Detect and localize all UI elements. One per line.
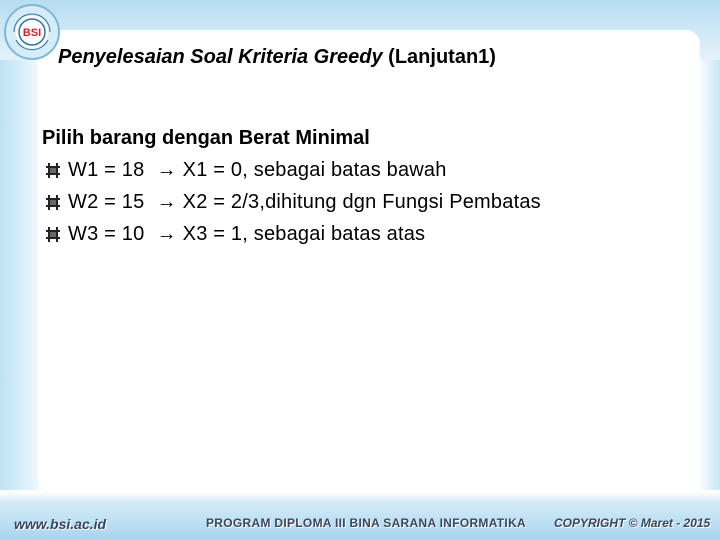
result-value: X2 = 2/3,dihitung dgn Fungsi Pembatas [182,191,541,213]
slide-title [58,46,496,69]
slide-content [42,122,682,250]
svg-text:BSI: BSI [22,27,42,39]
footer-copyright: COPYRIGHT © Maret - 2015 [554,516,711,530]
footer-program: PROGRAM DIPLOMA III BINA SARANA INFORMATIKA [206,516,526,530]
weight-value: W2 = 15 [68,191,145,213]
result-value: X3 = 1, sebagai batas atas [182,223,426,245]
title-italic: Penyelesaian Soal Kriteria Greedy [58,46,383,68]
title-suffix: (Lanjutan1) [388,46,496,68]
list-item [42,154,682,186]
list-item [42,186,682,218]
result-value: X1 = 0, sebagai batas bawah [182,159,447,181]
content-heading: Pilih barang dengan Berat Minimal [42,127,370,149]
list-item-text [68,186,541,218]
list-item [42,218,682,250]
footer [0,500,720,540]
bullet-icon [46,227,60,242]
arrow-right-icon: → [156,159,177,181]
bsi-logo-icon [6,6,58,58]
arrow-right-icon: → [156,223,177,245]
bullet-icon [46,163,60,178]
right-band [698,60,720,490]
content-panel [38,30,700,492]
arrow-right-icon: → [156,191,177,213]
weight-value: W1 = 18 [68,159,145,181]
bsi-logo [4,4,60,60]
list-item-text [68,218,425,250]
footer-website: www.bsi.ac.id [14,516,107,532]
list-item-text [68,154,447,186]
bullet-icon [46,195,60,210]
weight-value: W3 = 10 [68,223,145,245]
